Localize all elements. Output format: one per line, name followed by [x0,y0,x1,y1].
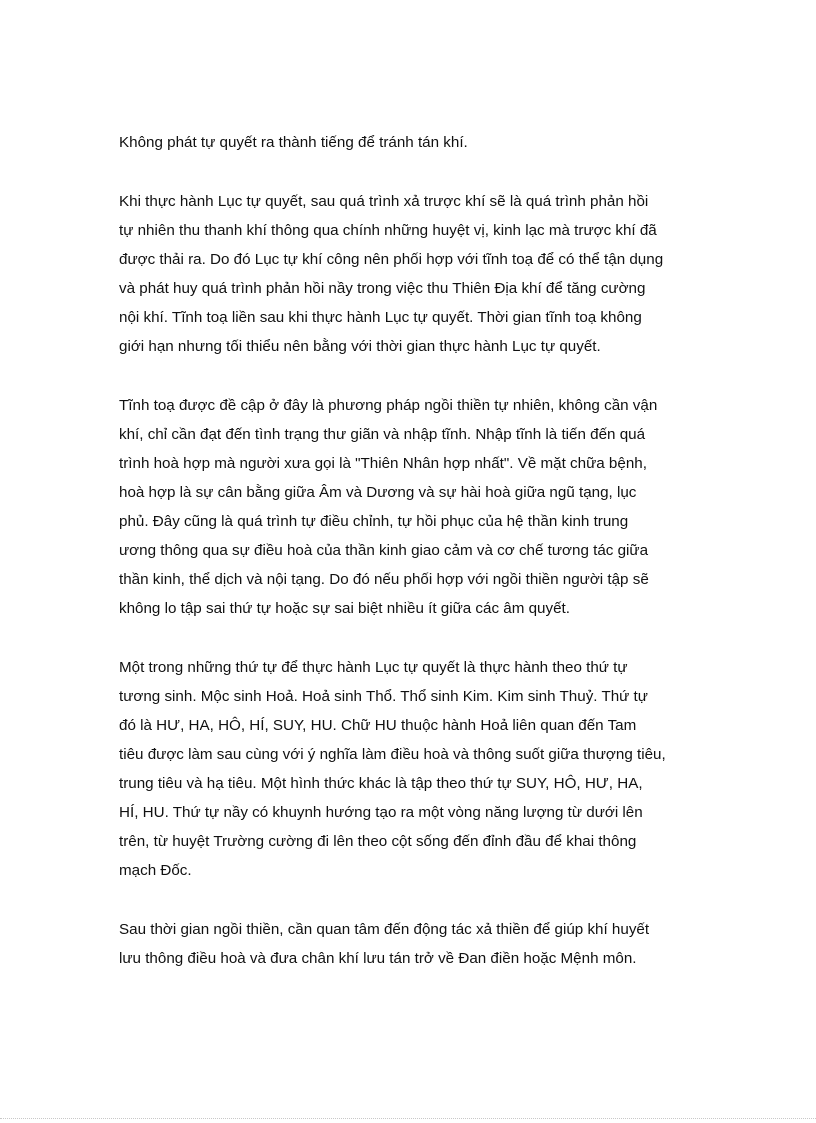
text-line: được thải ra. Do đó Lục tự khí công nên phối hợp với tĩnh toạ để có thể tận dụng [119,251,664,268]
paragraph [119,653,699,885]
text-line: đó là HƯ, HA, HÔ, HÍ, SUY, HU. Chữ HU thuộc hành Hoả liên quan đến Tam [119,717,637,734]
paragraph [119,128,699,157]
text-line: Không phát tự quyết ra thành tiếng để tránh tán khí. [119,134,468,151]
text-line: tự nhiên thu thanh khí thông qua chính những huyệt vị, kinh lạc mà trược khí đã [119,222,657,239]
text-line: HÍ, HU. Thứ tự nầy có khuynh hướng tạo ra một vòng năng lượng từ dưới lên [119,804,643,821]
paragraph [119,915,699,973]
text-line: Khi thực hành Lục tự quyết, sau quá trình xả trược khí sẽ là quá trình phản hồi [119,193,649,210]
text-line: mạch Đốc. [119,862,192,879]
text-line: phủ. Đây cũng là quá trình tự điều chỉnh, tự hồi phục của hệ thần kinh trung [119,513,629,530]
text-line: khí, chỉ cần đạt đến tình trạng thư giãn và nhập tĩnh. Nhập tĩnh là tiến đến quá [119,426,646,443]
text-line: trình hoà hợp mà người xưa gọi là "Thiên Nhân hợp nhất". Về mặt chữa bệnh, [119,455,647,472]
page-bottom-border [0,1118,816,1119]
document-body [119,128,699,973]
text-line: Tĩnh toạ được đề cập ở đây là phương pháp ngồi thiền tự nhiên, không cần vận [119,397,658,414]
paragraph [119,187,699,361]
text-line: không lo tập sai thứ tự hoặc sự sai biệt nhiều ít giữa các âm quyết. [119,600,570,617]
text-line: ương thông qua sự điều hoà của thần kinh giao cảm và cơ chế tương tác giữa [119,542,649,559]
text-line: hoà hợp là sự cân bằng giữa Âm và Dương và sự hài hoà giữa ngũ tạng, lục [119,484,637,501]
text-line: trung tiêu và hạ tiêu. Một hình thức khác là tập theo thứ tự SUY, HÔ, HƯ, HA, [119,775,643,792]
text-line: tiêu được làm sau cùng với ý nghĩa làm điều hoà và thông suốt giữa thượng tiêu, [119,746,666,763]
text-line: nội khí. Tĩnh toạ liền sau khi thực hành Lục tự quyết. Thời gian tĩnh toạ không [119,309,642,326]
paragraph [119,391,699,623]
text-line: trên, từ huyệt Trường cường đi lên theo cột sống đến đỉnh đầu để khai thông [119,833,637,850]
text-line: thần kinh, thể dịch và nội tạng. Do đó nếu phối hợp với ngồi thiền người tập sẽ [119,571,649,588]
text-line: Sau thời gian ngồi thiền, cần quan tâm đến động tác xả thiền để giúp khí huyết [119,921,650,938]
text-line: tương sinh. Mộc sinh Hoả. Hoả sinh Thổ. Thổ sinh Kim. Kim sinh Thuỷ. Thứ tự [119,688,648,705]
text-line: giới hạn nhưng tối thiểu nên bằng với thời gian thực hành Lục tự quyết. [119,338,601,355]
text-line: và phát huy quá trình phản hồi nầy trong việc thu Thiên Địa khí để tăng cường [119,280,646,297]
text-line: Một trong những thứ tự để thực hành Lục tự quyết là thực hành theo thứ tự [119,659,628,676]
text-line: lưu thông điều hoà và đưa chân khí lưu tán trở về Đan điền hoặc Mệnh môn. [119,950,637,967]
